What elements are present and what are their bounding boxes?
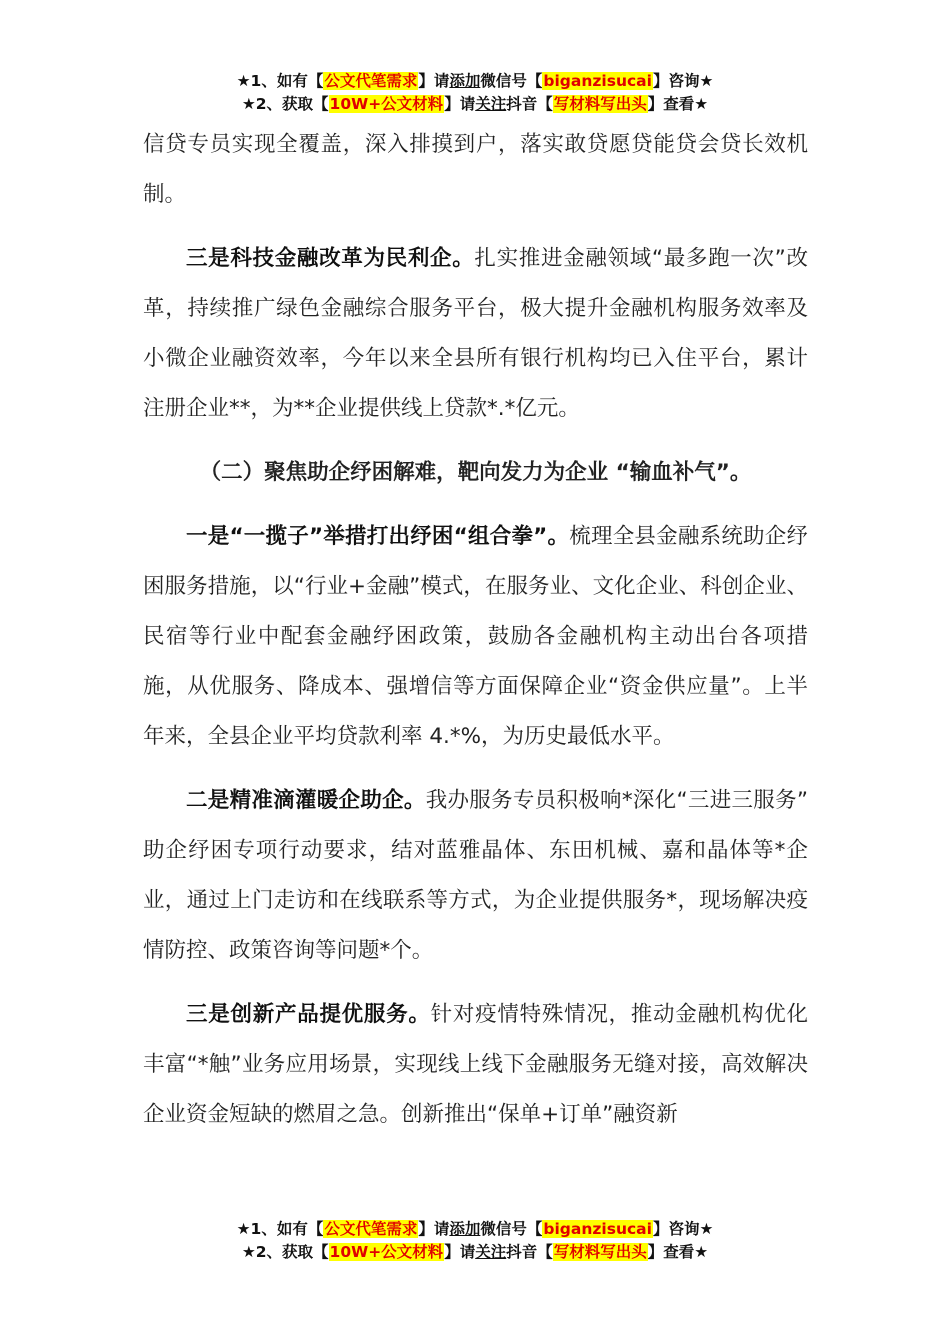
paragraph-4: 二是精准滴灌暖企助企。我办服务专员积极响*深化“三进三服务” 助企纾困专项行动要求，结对蓝雅晶体、东田机械、嘉和晶体等*企业，通过上门走访和在线联系等方式，为企业提供服务*，现场解决疫情防控、政策咨询等问题*个。 — [143, 788, 808, 963]
highlight-service: 公文代笔需求 — [324, 1220, 418, 1238]
star-icon: ★ — [241, 1243, 256, 1261]
paragraph-1: 信贷专员实现全覆盖，深入排摸到户，落实敢贷愿贷能贷会贷长效机制。 — [143, 132, 808, 207]
banner-line-1: ★1、如有【公文代笔需求】请添加微信号【biganzisucai】咨询★ — [236, 1220, 714, 1238]
paragraph-5: 三是创新产品提优服务。针对疫情特殊情况，推动金融机构优化丰富“*触”业务应用场景，实现线上线下金融服务无缝对接，高效解决企业资金短缺的燃眉之急。创新推出“保单+订单”融资新 — [143, 1002, 808, 1127]
banner-line-1: ★1、如有【公文代笔需求】请添加微信号【biganzisucai】咨询★ — [236, 72, 714, 90]
paragraph-3-lead: 一是“一揽子”举措打出纾困“组合拳”。 — [186, 524, 570, 549]
star-icon: ★ — [241, 95, 256, 113]
paragraph-3: 一是“一揽子”举措打出纾困“组合拳”。梳理全县金融系统助企纾困服务措施，以“行业+金融”模式，在服务业、文化企业、科创企业、民宿等行业中配套金融纾困政策，鼓励各金融机构主动出台各项措施，从优服务、降成本、强增信等方面保障企业“资金供应量”。上半年来，全县企业平均贷款利率 4.*%，为历史最低水平。 — [143, 524, 808, 749]
star-icon: ★ — [236, 1220, 251, 1238]
footer-banner — [0, 1218, 950, 1264]
document-body — [143, 120, 808, 1140]
paragraph-5-lead: 三是创新产品提优服务。 — [186, 1002, 431, 1027]
highlight-douyin-id: 写材料写出头 — [553, 95, 647, 113]
highlight-service: 公文代笔需求 — [324, 72, 418, 90]
highlight-materials: 10W+公文材料 — [329, 1243, 444, 1261]
paragraph-2-lead: 三是科技金融改革为民利企。 — [186, 246, 475, 271]
banner-line-2: ★2、获取【10W+公文材料】请关注抖音【写材料写出头】查看★ — [241, 95, 709, 113]
paragraph-4-lead: 二是精准滴灌暖企助企。 — [186, 788, 426, 813]
highlight-materials: 10W+公文材料 — [329, 95, 444, 113]
section-heading-2: （二）聚焦助企纾困解难，靶向发力为企业 “输血补气”。 — [199, 460, 752, 485]
star-icon: ★ — [236, 72, 251, 90]
highlight-wechat-id: biganzisucai — [543, 1220, 652, 1238]
highlight-douyin-id: 写材料写出头 — [553, 1243, 647, 1261]
highlight-wechat-id: biganzisucai — [543, 72, 652, 90]
paragraph-2: 三是科技金融改革为民利企。扎实推进金融领域“最多跑一次”改革，持续推广绿色金融综合服务平台，极大提升金融机构服务效率及小微企业融资效率，今年以来全县所有银行机构均已入住平台，累计注册企业**，为**企业提供线上贷款*.*亿元。 — [143, 246, 808, 421]
header-banner — [0, 70, 950, 116]
banner-line-2: ★2、获取【10W+公文材料】请关注抖音【写材料写出头】查看★ — [241, 1243, 709, 1261]
